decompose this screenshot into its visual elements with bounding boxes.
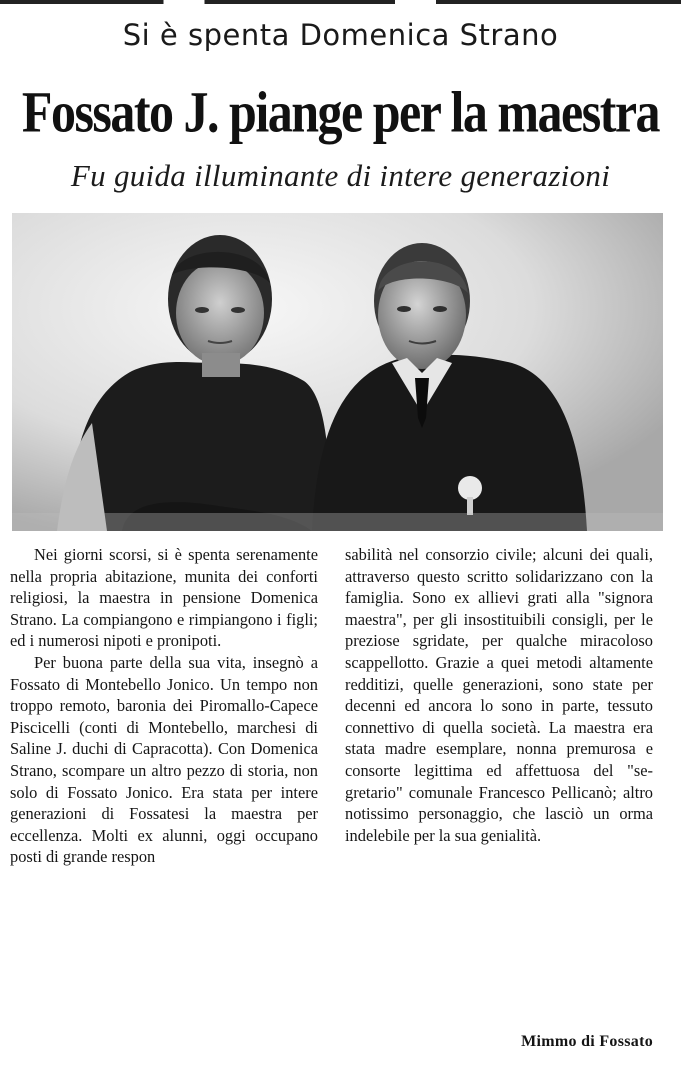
article-subtitle: Fu guida illuminante di intere generazioni: [70, 158, 611, 193]
top-rule: [0, 0, 681, 4]
paragraph: sabilità nel consorzio civile; alcuni dei quali, attraverso questo scritto solidarizzano con la famiglia. Sono ex allievi grati alla "signora maestra", per gli insostituibili consigli, per le preziose sgridate, per qualche miracoloso scappellotto. Grazie a quei metodi altamente redditizi, quelle generazioni, sono state per decenni ed ancora lo sono in parte, tessuto connettivo di quella società. La maestra era stata madre esemplare, nonna premurosa e consorte legittima ed affettuosa del "segretario" comunale Francesco Pellicanò; altro notissimo personaggio, che lasciò un orma indelebile per la sua genialità.: [345, 545, 653, 845]
article-kicker: Si è spenta Domenica Strano: [122, 18, 559, 52]
portrait-photo-icon: [12, 213, 663, 531]
article-headline: Fossato J. piange per la maestra: [21, 79, 660, 145]
article-column-right: [345, 544, 653, 846]
paragraph: Per buona parte della sua vita, insegnò a Fossato di Montebello Jonico. Un tempo non troppo remoto, baronia dei Piromallo-Capece Piscicelli (conti di Montebello, marchesi di Saline J. duchi di Capracotta). Con Domenica Strano, scompare un altro pezzo di storia, non solo di Fossato Jonico. Era stata per intere generazioni di Fossatesi la maestra per eccellenza. Molti ex alunni, oggi occupano posti di grande respon: [10, 652, 318, 867]
article-column-left: [10, 544, 318, 868]
paragraph: Nei giorni scorsi, si è spenta serenamente nella propria abitazione, munita dei conforti religiosi, la maestra in pensione Domenica Strano. La compiangono e rimpiangono i figli; ed i numerosi nipoti e pronipoti.: [10, 545, 318, 651]
article-byline: Mimmo di Fossato: [521, 1033, 653, 1050]
portrait-photo: [12, 213, 663, 531]
